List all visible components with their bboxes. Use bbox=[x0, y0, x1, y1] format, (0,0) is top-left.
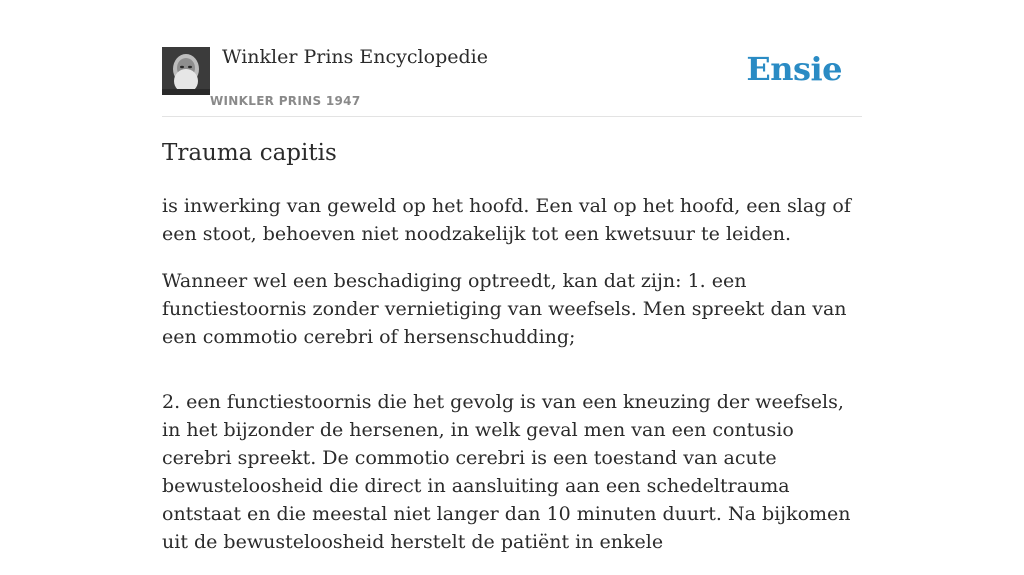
source-title[interactable]: Winkler Prins Encyclopedie bbox=[222, 46, 488, 68]
source-header bbox=[162, 0, 862, 117]
paragraph-3: 2. een functiestoornis die het gevolg is van een kneuzing der weefsels, in het bijzonder de hersenen, in welk geval men van een contusio cerebri spreekt. De commotio cerebri is een toestand van acute bewusteloosheid die direct in aansluiting aan een schedeltrauma ontstaat en die meestal niet langer dan 10 minuten duurt. Na bijkomen uit de bewusteloosheid herstelt de patiënt in enkele bbox=[162, 391, 851, 553]
portrait-icon bbox=[162, 47, 210, 95]
paragraph-2: Wanneer wel een beschadiging optreedt, kan dat zijn: 1. een functiestoornis zonder vernietiging van weefsels. Men spreekt dan van een commotio cerebri of hersenschudding; bbox=[162, 270, 847, 348]
brand-logo[interactable]: Ensie bbox=[746, 50, 842, 88]
source-subtitle[interactable]: WINKLER PRINS 1947 bbox=[210, 94, 361, 108]
paragraph-1: is inwerking van geweld op het hoofd. Een val op het hoofd, een slag of een stoot, behoeven niet noodzakelijk tot een kwetsuur te leiden. bbox=[162, 195, 851, 245]
article-body bbox=[162, 192, 862, 575]
entry-title: Trauma capitis bbox=[162, 140, 337, 166]
author-avatar[interactable] bbox=[162, 47, 210, 95]
page-container bbox=[162, 0, 862, 553]
